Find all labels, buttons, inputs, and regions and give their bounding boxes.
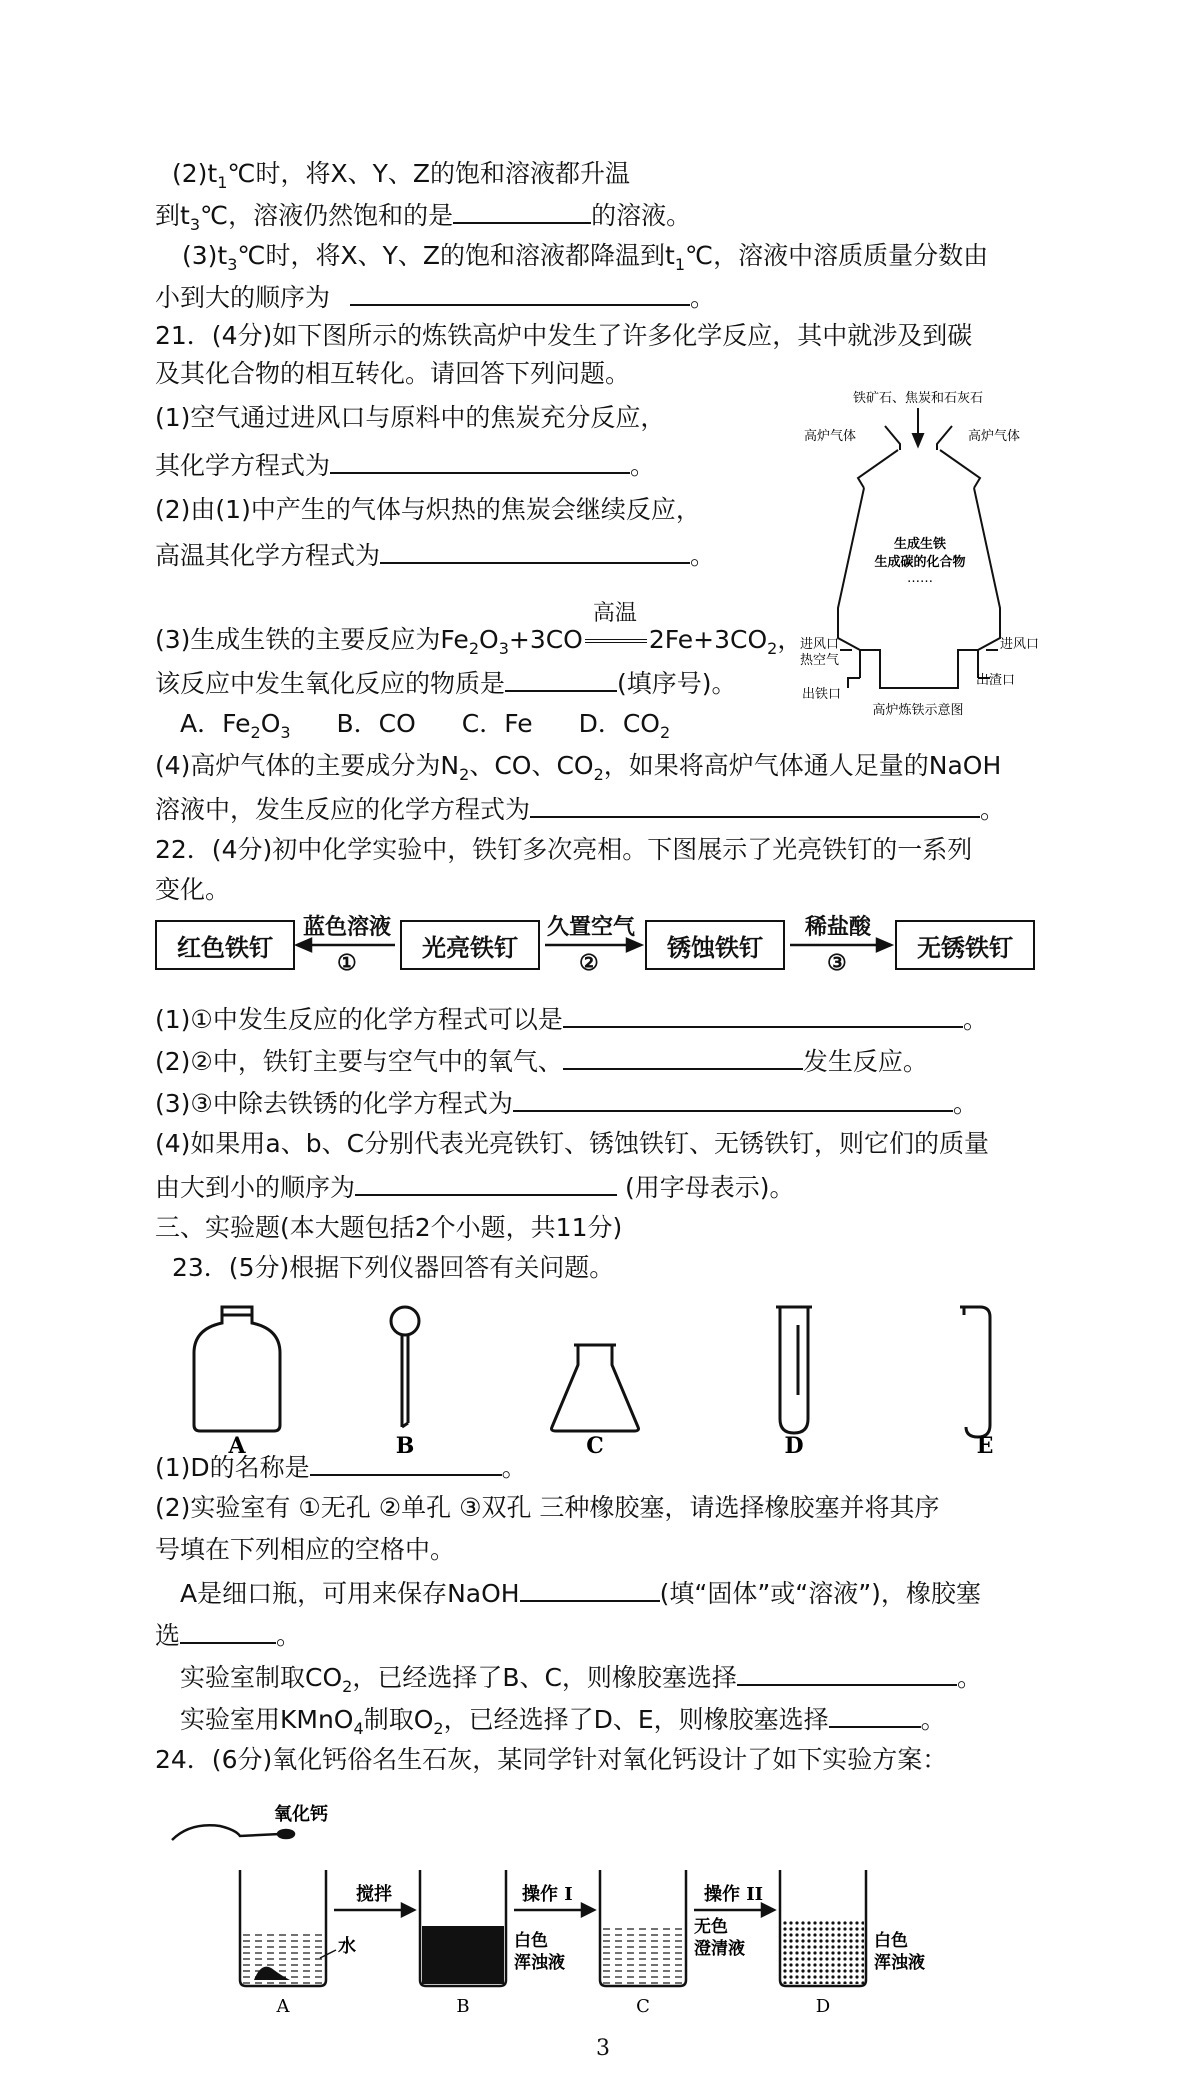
q22-4-line1: (4)如果用a、b、C分别代表光亮铁钉、锈蚀铁钉、无锈铁钉，则它们的质量 xyxy=(155,1129,990,1158)
flow-box-rustfree-nail: 无锈铁钉 xyxy=(895,920,1035,970)
q20-3-line1: $(3)t_3℃$时，将X、Y、Z的饱和溶液都降温到$t_1℃$，溶液中溶质质量分数由 xyxy=(182,241,989,274)
arrow-label-air: 久置空气 xyxy=(547,914,636,940)
nail-flow-diagram xyxy=(155,910,1055,978)
answer-blank[interactable] xyxy=(350,278,690,306)
furnace-center-2: 生成碳的化合物 xyxy=(874,555,966,570)
option-a[interactable]: A．$Fe_2O_3$ xyxy=(180,709,291,742)
beaker-a-water xyxy=(242,1930,324,1984)
blast-furnace-diagram xyxy=(800,388,1050,728)
apparatus-letter-e: E xyxy=(976,1433,994,1455)
q20-3-line2: 小到大的顺序为 。 xyxy=(155,278,715,316)
beaker-c-liquid xyxy=(602,1926,684,1984)
q23-heading: 23．(5分)根据下列仪器回答有关问题。 xyxy=(172,1253,615,1282)
furnace-gas-right: 高炉气体 xyxy=(968,429,1021,444)
option-c[interactable]: C．Fe xyxy=(461,709,533,738)
q22-heading-2: 变化。 xyxy=(155,875,231,904)
label-b-2: 浑浊液 xyxy=(514,1953,565,1973)
q22-3: (3)③中除去铁锈的化学方程式为 。 xyxy=(155,1084,978,1122)
beaker-d-liquid xyxy=(782,1920,864,1984)
arrow-num-3: ③ xyxy=(827,950,847,976)
furnace-inlet-right: 进风口 xyxy=(1000,637,1040,652)
q22-4-line2: 由大到小的顺序为 (用字母表示)。 xyxy=(155,1168,794,1206)
label-operation-1: 操作 I xyxy=(522,1884,573,1905)
q22-2: (2)②中，铁钉主要与空气中的氧气、 发生反应。 xyxy=(155,1042,928,1080)
answer-blank[interactable] xyxy=(513,1084,953,1112)
arrow-label-blue-solution: 蓝色溶液 xyxy=(303,914,392,940)
furnace-center-3: …… xyxy=(907,571,933,586)
answer-blank[interactable] xyxy=(380,536,690,564)
apparatus-letter-b: B xyxy=(395,1433,415,1455)
answer-blank[interactable] xyxy=(310,1448,502,1476)
q23-2-line3: A是细口瓶，可用来保存NaOH (填“固体”或“溶液”)，橡胶塞 xyxy=(180,1574,981,1612)
option-d[interactable]: D．$CO_2$ xyxy=(578,709,671,742)
q21-3-question: 该反应中发生氧化反应的物质是 (填序号)。 xyxy=(155,664,737,702)
beaker-letter-b: B xyxy=(456,1996,470,2017)
furnace-gas-left: 高炉气体 xyxy=(804,429,857,444)
answer-blank[interactable] xyxy=(563,1042,803,1070)
option-b[interactable]: B．CO xyxy=(336,709,416,738)
answer-blank[interactable] xyxy=(355,1168,617,1196)
label-d-2: 浑浊液 xyxy=(874,1953,925,1973)
arrow-num-2: ② xyxy=(579,950,599,976)
furnace-top-label: 铁矿石、焦炭和石灰石 xyxy=(852,391,984,406)
beaker-letter-c: C xyxy=(636,1996,650,2017)
q21-2-line1: (2)由(1)中产生的气体与炽热的焦炭会继续反应， xyxy=(155,495,701,524)
apparatus-letter-d: D xyxy=(784,1433,804,1455)
apparatus-letter-c: C xyxy=(586,1433,604,1455)
furnace-inlet-left-2: 热空气 xyxy=(800,653,840,668)
q23-4: 实验室用KMnO$_4$制取$O_2$，已经选择了D、E，则橡胶塞选择 。 xyxy=(180,1700,946,1747)
q22-heading: 22．(4分)初中化学实验中，铁钉多次亮相。下图展示了光亮铁钉的一系列 xyxy=(155,835,973,864)
label-water: 水 xyxy=(338,1936,356,1957)
arrow-num-1: ① xyxy=(337,950,357,976)
q23-2-line2: 号填在下列相应的空格中。 xyxy=(155,1535,456,1564)
apparatus-letter-a: A xyxy=(228,1433,246,1455)
beaker-b-liquid xyxy=(422,1926,504,1984)
beaker-letter-a: A xyxy=(276,1996,290,2017)
answer-blank[interactable] xyxy=(530,790,980,818)
q20-2-line2: 到$t_3℃$，溶液仍然饱和的是 的溶液。 xyxy=(155,196,691,243)
label-operation-2: 操作 II xyxy=(704,1884,764,1905)
label-b-1: 白色 xyxy=(514,1931,548,1951)
q21-1-line1: (1)空气通过进风口与原料中的焦炭充分反应， xyxy=(155,403,666,432)
answer-blank[interactable] xyxy=(563,1000,963,1028)
answer-blank[interactable] xyxy=(505,664,617,692)
flow-box-shiny-nail: 光亮铁钉 xyxy=(400,920,540,970)
furnace-caption: 高炉炼铁示意图 xyxy=(872,703,964,718)
q24-heading: 24．(6分)氧化钙俗名生石灰，某同学针对氧化钙设计了如下实验方案： xyxy=(155,1745,948,1774)
beaker-letter-d: D xyxy=(815,1996,831,2017)
calcium-oxide-experiment-diagram xyxy=(170,1800,990,2020)
reaction-condition: 高温 xyxy=(583,622,649,658)
answer-blank[interactable] xyxy=(737,1658,957,1686)
answer-blank[interactable] xyxy=(330,446,630,474)
q23-2-line4: 选 。 xyxy=(155,1616,301,1654)
q21-2-line2: 高温其化学方程式为 。 xyxy=(155,536,715,574)
answer-blank[interactable] xyxy=(453,196,591,224)
label-d-1: 白色 xyxy=(874,1931,908,1951)
q22-1: (1)①中发生反应的化学方程式可以是 。 xyxy=(155,1000,988,1038)
furnace-inlet-left-1: 进风口 xyxy=(800,637,840,652)
flow-box-red-nail: 红色铁钉 xyxy=(155,920,295,970)
q20-2-line1: $(2)t_1℃$时，将X、Y、Z的饱和溶液都升温 xyxy=(172,159,631,192)
q21-4-line1: (4)高炉气体的主要成分为$N_2$、CO、$CO_2$，如果将高炉气体通人足量的NaOH xyxy=(155,751,1002,784)
furnace-iron-out: 出铁口 xyxy=(802,687,842,702)
q23-2-line1: (2)实验室有 ①无孔 ②单孔 ③双孔 三种橡胶塞，请选择橡胶塞并将其序 xyxy=(155,1493,940,1522)
furnace-center-1: 生成生铁 xyxy=(893,537,947,552)
page-number: 3 xyxy=(596,2036,610,2061)
label-c-2: 澄清液 xyxy=(694,1939,745,1959)
q21-4-line2: 溶液中，发生反应的化学方程式为 。 xyxy=(155,790,1005,828)
answer-blank[interactable] xyxy=(520,1574,660,1602)
q23-3: 实验室制取$CO_2$，已经选择了B、C，则橡胶塞选择 。 xyxy=(180,1658,982,1705)
q21-options xyxy=(180,706,708,751)
label-c-1: 无色 xyxy=(694,1917,728,1937)
furnace-slag: 出渣口 xyxy=(976,673,1016,688)
answer-blank[interactable] xyxy=(829,1700,921,1728)
apparatus-figures xyxy=(180,1295,1060,1455)
q21-heading-2: 及其化合物的相互转化。请回答下列问题。 xyxy=(155,359,631,388)
q21-heading: 21．(4分)如下图所示的炼铁高炉中发生了许多化学反应，其中就涉及到碳 xyxy=(155,321,973,350)
flow-box-rusted-nail: 锈蚀铁钉 xyxy=(645,920,785,970)
section-3-title: 三、实验题(本大题包括2个小题，共11分) xyxy=(155,1213,623,1242)
q21-1-line2: 其化学方程式为 。 xyxy=(155,446,655,484)
arrow-label-dilute-hcl: 稀盐酸 xyxy=(805,914,872,940)
q21-3-equation: (3)生成生铁的主要反应为$Fe_2O_3+3CO$ 高温 $2Fe+3CO_2$， xyxy=(155,601,803,658)
label-stir: 搅拌 xyxy=(356,1884,392,1905)
q23-1: (1)D的名称是 。 xyxy=(155,1448,527,1486)
label-calcium-oxide: 氧化钙 xyxy=(274,1804,328,1825)
answer-blank[interactable] xyxy=(180,1616,276,1644)
